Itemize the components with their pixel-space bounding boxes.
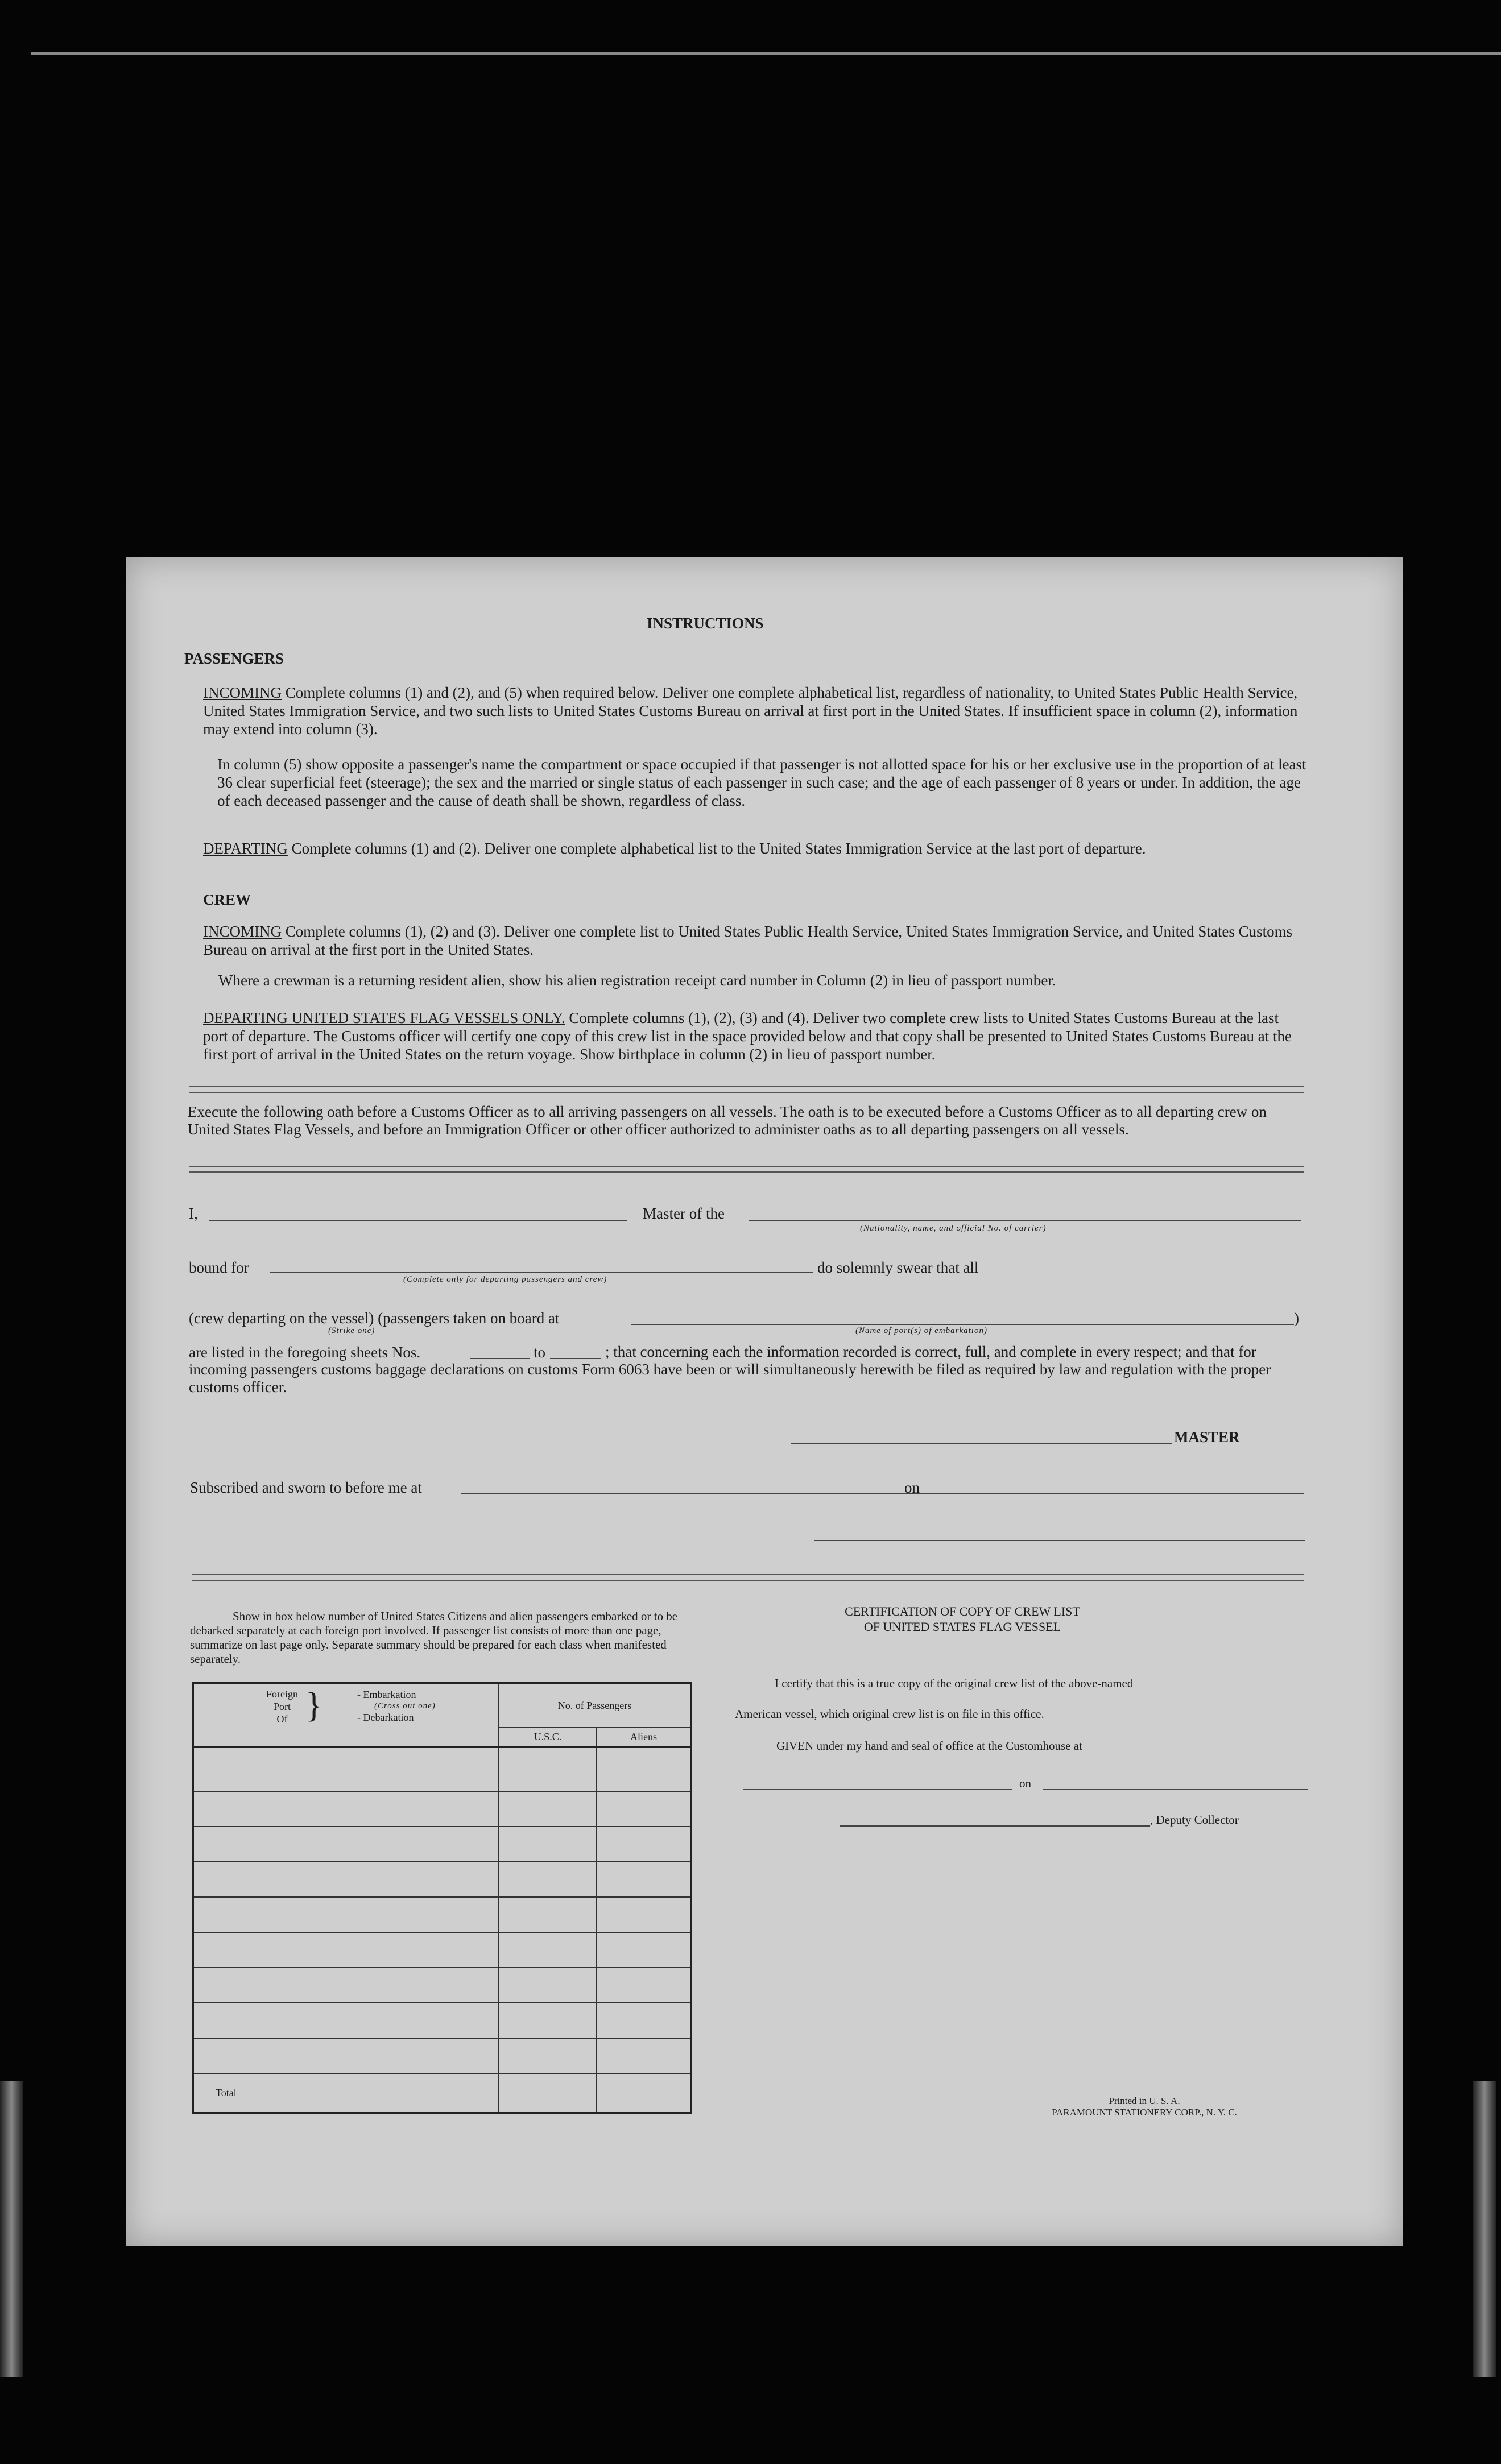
printer-line2: PARAMOUNT STATIONERY CORP., N. Y. C. — [1052, 2107, 1237, 2118]
certification-title-line1: CERTIFICATION OF COPY OF CREW LIST — [845, 1604, 1080, 1618]
port-label: Port — [273, 1701, 291, 1712]
crew-resident-instructions: Where a crewman is a returning resident alien, show his alien registration receipt card number in Column (2) in lieu of passport number. — [218, 972, 1056, 989]
scan-edge-shadow-left — [0, 2081, 23, 2377]
column5-instructions: In column (5) show opposite a passenger's name the compartment or space occupied if that passenger is not allotted space for his or her exclusive use in the proportion of at least 36 clear superficial feet (steerage); the sex and the married or single status of each passenger in such case; and the age of each passenger of 8 years or under. In addition, the age of each deceased passenger and the cause of death shall be shown, regardless of class. — [217, 756, 1306, 809]
printer-imprint — [996, 2096, 1292, 2118]
certify-text: I certify that this is a true copy of the original crew list of the above-named — [775, 1676, 1134, 1690]
oath-i-label: I, — [189, 1205, 198, 1222]
table-row — [193, 1968, 691, 2003]
table-row — [193, 2038, 691, 2073]
to-label: to — [534, 1344, 546, 1361]
listed-post: ; that concerning each the information recorded is correct, full, and complete in every respect; and that for incoming passengers customs baggage declarations on customs Form 6063 have been or will simultaneously herewith be filed as required by law and regulation with the proper customs officer. — [189, 1343, 1271, 1395]
aliens-header: Aliens — [597, 1728, 691, 1747]
passengers-heading: PASSENGERS — [184, 650, 284, 667]
crew-incoming-instructions — [203, 922, 1306, 959]
passengers-departing-instructions — [203, 839, 1306, 858]
carrier-note: (Nationality, name, and official No. of carrier) — [860, 1224, 1047, 1233]
passengers-incoming-text: Complete columns (1) and (2), and (5) when required below. Deliver one complete alphabetical list, regardless of nationality, to United States Public Health Service, United States Immigration Service, and two such lists to United States Customs Bureau on arrival at first port in the United States. If insufficient space in column (2), information may extend into column (3). — [203, 684, 1298, 738]
oath-intro: Execute the following oath before a Customs Officer as to all arriving passengers on all vessels. The oath is to be executed before a Customs Officer as to all departing crew on United States Flag Vessels, and before an Immigration Officer or other officer authorized to administer oaths as to all departing passengers on all vessels. — [188, 1103, 1267, 1138]
table-row — [193, 1827, 691, 1862]
customhouse-line — [743, 1789, 1012, 1790]
crew-departing-instructions — [203, 1009, 1306, 1063]
table-row — [193, 1897, 691, 1932]
summary-instructions: Show in box below number of United States Citizens and alien passengers embarked or to be debarked separately at each foreign port involved. If passenger list consists of more than one page, summarize on last page only. Separate summary should be prepared for each class when manifested separately. — [190, 1609, 678, 1666]
crew-departing-label: DEPARTING UNITED STATES FLAG VESSELS ONLY. — [203, 1009, 565, 1026]
cert-date-line — [1043, 1789, 1308, 1790]
passenger-summary-table — [192, 1682, 692, 2114]
table-row — [193, 2003, 691, 2038]
table-total-row — [193, 2073, 691, 2113]
passengers-incoming-label: INCOMING — [203, 684, 282, 701]
passengers-incoming-instructions — [203, 684, 1306, 738]
subscribed-text: Subscribed and sworn to before me at — [190, 1479, 422, 1496]
officer-signature-line — [814, 1540, 1305, 1541]
table-header-row — [193, 1683, 691, 1728]
debarkation-label: - Debarkation — [357, 1712, 414, 1723]
certification-title — [814, 1604, 1110, 1634]
total-label: Total — [193, 2073, 499, 2113]
crew-departing-oath: (crew departing on the vessel) (passengers taken on board at — [189, 1310, 560, 1327]
table-row — [193, 1747, 691, 1791]
close-paren: ) — [1294, 1310, 1299, 1327]
passengers-departing-label: DEPARTING — [203, 840, 288, 857]
port-line — [631, 1324, 1294, 1325]
table-row — [193, 1932, 691, 1968]
master-signature-line — [791, 1443, 1172, 1444]
master-signature-label: MASTER — [1174, 1428, 1240, 1446]
scan-border-line — [31, 52, 1501, 55]
passengers-departing-text: Complete columns (1) and (2). Deliver one complete alphabetical list to the United States Immigration Service at the last port of departure. — [291, 840, 1146, 857]
crew-heading: CREW — [203, 891, 251, 908]
crew-incoming-text: Complete columns (1), (2) and (3). Deliver one complete list to United States Public Health Service, United States Immigration Service, and United States Customs Bureau on arrival at the first port in the United States. — [203, 923, 1293, 958]
page-title: INSTRUCTIONS — [647, 615, 764, 632]
given-text: GIVEN under my hand and seal of office at the Customhouse at — [776, 1739, 1082, 1753]
bound-for-label: bound for — [189, 1259, 249, 1276]
master-of-label: Master of the — [643, 1205, 725, 1222]
swear-text: do solemnly swear that all — [817, 1259, 979, 1276]
oath-divider — [189, 1166, 1304, 1173]
section-divider — [189, 1086, 1304, 1093]
strike-one-note: (Strike one) — [328, 1326, 375, 1335]
carrier-line — [749, 1220, 1301, 1221]
port-header-cell — [193, 1683, 499, 1747]
deputy-collector-label: , Deputy Collector — [1150, 1813, 1239, 1827]
crew-incoming-label: INCOMING — [203, 923, 282, 940]
no-passengers-header: No. of Passengers — [499, 1683, 691, 1728]
brace-icon: } — [305, 1686, 322, 1725]
subscribed-date-line — [928, 1493, 1304, 1494]
table-row — [193, 1791, 691, 1827]
deputy-signature-line — [840, 1825, 1150, 1827]
cross-out-note: (Cross out one) — [374, 1701, 436, 1711]
crew-departing-text: Complete columns (1), (2), (3) and (4). Deliver two complete crew lists to United States Customs Bureau at the last port of departure. The Customs officer will certify one copy of this crew list in the space provided below and that copy shall be presented to United States Customs Bureau at the first port of arrival in the United States on the return voyage. Show birthplace in column (2) in lieu of passport number. — [203, 1009, 1292, 1063]
scan-edge-shadow-right — [1473, 2081, 1496, 2377]
listed-pre: are listed in the foregoing sheets Nos. — [189, 1344, 421, 1361]
form-page — [126, 557, 1403, 2246]
usc-header: U.S.C. — [499, 1728, 597, 1747]
of-label: Of — [276, 1713, 288, 1725]
american-vessel-text: American vessel, which original crew list is on file in this office. — [735, 1707, 1044, 1721]
subscribed-on: on — [904, 1479, 920, 1496]
port-note: (Name of port(s) of embarkation) — [855, 1326, 987, 1335]
bound-note: (Complete only for departing passengers and crew) — [403, 1275, 607, 1284]
lower-divider — [192, 1574, 1304, 1581]
printer-line1: Printed in U. S. A. — [1109, 2096, 1180, 2106]
embarkation-label: - Embarkation — [357, 1689, 416, 1700]
master-name-line — [209, 1220, 627, 1221]
table-row — [193, 1862, 691, 1897]
bound-for-line — [270, 1272, 813, 1273]
foreign-label: Foreign — [266, 1688, 298, 1700]
subscribed-place-line — [461, 1493, 970, 1494]
cert-on: on — [1019, 1776, 1031, 1790]
certification-title-line2: OF UNITED STATES FLAG VESSEL — [863, 1620, 1061, 1634]
